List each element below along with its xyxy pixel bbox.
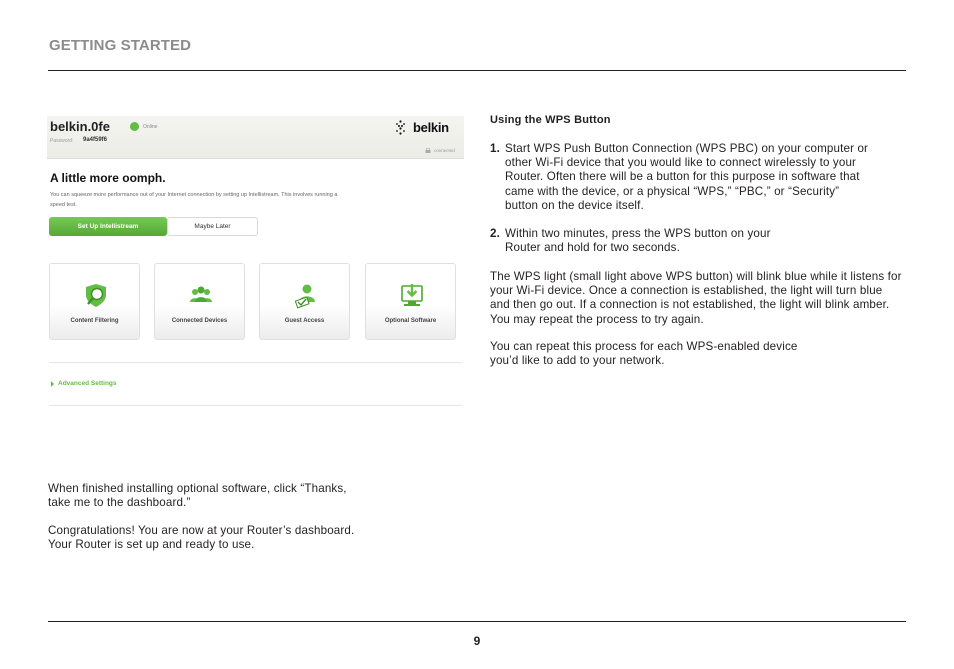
section-title: GETTING STARTED bbox=[49, 37, 192, 54]
connection-label: connected bbox=[434, 148, 455, 153]
divider bbox=[49, 405, 462, 406]
tile-label: Optional Software bbox=[384, 318, 437, 324]
belkin-logo-icon bbox=[393, 120, 408, 135]
step-2 bbox=[490, 227, 790, 255]
maybe-later-button[interactable]: Maybe Later bbox=[167, 217, 258, 236]
tile-label: Guest Access bbox=[284, 318, 325, 324]
divider bbox=[49, 362, 462, 363]
promo-heading: A little more oomph. bbox=[50, 171, 166, 185]
lock-icon bbox=[425, 148, 431, 153]
online-status-icon bbox=[130, 122, 139, 131]
step-text: Start WPS Push Button Connection (WPS PBC) on your computer or other Wi-Fi device that you would like to connect wirelessly to your Router. Often there will be a button for this purpose in software that came with the device, or a physical “WPS,” “PBC,” or “Security” button on the device itself. bbox=[505, 142, 869, 212]
wps-light-explanation: The WPS light (small light above WPS button) will blink blue while it listens for your Wi-Fi device. Once a connection is established, the light will turn blue and then go out. If a connection is not established, the light will blink amber. You may repeat the process to try again. bbox=[490, 270, 902, 326]
password-value: 9a4f59f6 bbox=[83, 137, 108, 143]
footer-rule bbox=[48, 621, 906, 622]
tile-label: Content Filtering bbox=[70, 318, 119, 324]
people-icon bbox=[187, 281, 215, 309]
download-icon bbox=[398, 281, 426, 309]
finish-instructions: When finished installing optional software, click “Thanks, take me to the dashboard.” bbox=[48, 482, 347, 510]
header-rule bbox=[48, 70, 906, 71]
password-label: Password: bbox=[50, 138, 74, 144]
congratulations-text: Congratulations! You are now at your Router’s dashboard. Your Router is set up and ready to use. bbox=[48, 524, 355, 552]
set-up-intellistream-button[interactable]: Set Up Intellistream bbox=[49, 217, 167, 236]
router-name: belkin.0fe bbox=[50, 119, 110, 134]
router-ui-screenshot bbox=[47, 116, 464, 408]
chevron-right-icon bbox=[51, 381, 54, 387]
step-1 bbox=[490, 142, 870, 213]
tile-connected-devices[interactable] bbox=[154, 263, 245, 340]
brand-name: belkin bbox=[413, 120, 449, 135]
guest-user-icon bbox=[292, 281, 320, 309]
step-number: 1. bbox=[490, 142, 500, 155]
tile-optional-software[interactable] bbox=[365, 263, 456, 340]
page-number: 9 bbox=[473, 634, 481, 648]
step-text: Within two minutes, press the WPS button on your Router and hold for two seconds. bbox=[505, 227, 771, 255]
router-header bbox=[47, 116, 464, 159]
status-label: Online bbox=[143, 124, 158, 130]
step-number: 2. bbox=[490, 227, 500, 240]
magnifier-icon bbox=[82, 281, 110, 309]
repeat-process-note: You can repeat this process for each WPS-enabled device you’d like to add to your network. bbox=[490, 340, 798, 368]
tile-content-filtering[interactable] bbox=[49, 263, 140, 340]
tile-guest-access[interactable] bbox=[259, 263, 350, 340]
advanced-settings-link[interactable]: Advanced Settings bbox=[58, 380, 117, 387]
wps-heading: Using the WPS Button bbox=[490, 114, 611, 126]
promo-description: You can squeeze more performance out of your Internet connection by setting up Intellistream. This involves running a speed test. bbox=[50, 192, 338, 208]
tile-label: Connected Devices bbox=[171, 318, 228, 324]
